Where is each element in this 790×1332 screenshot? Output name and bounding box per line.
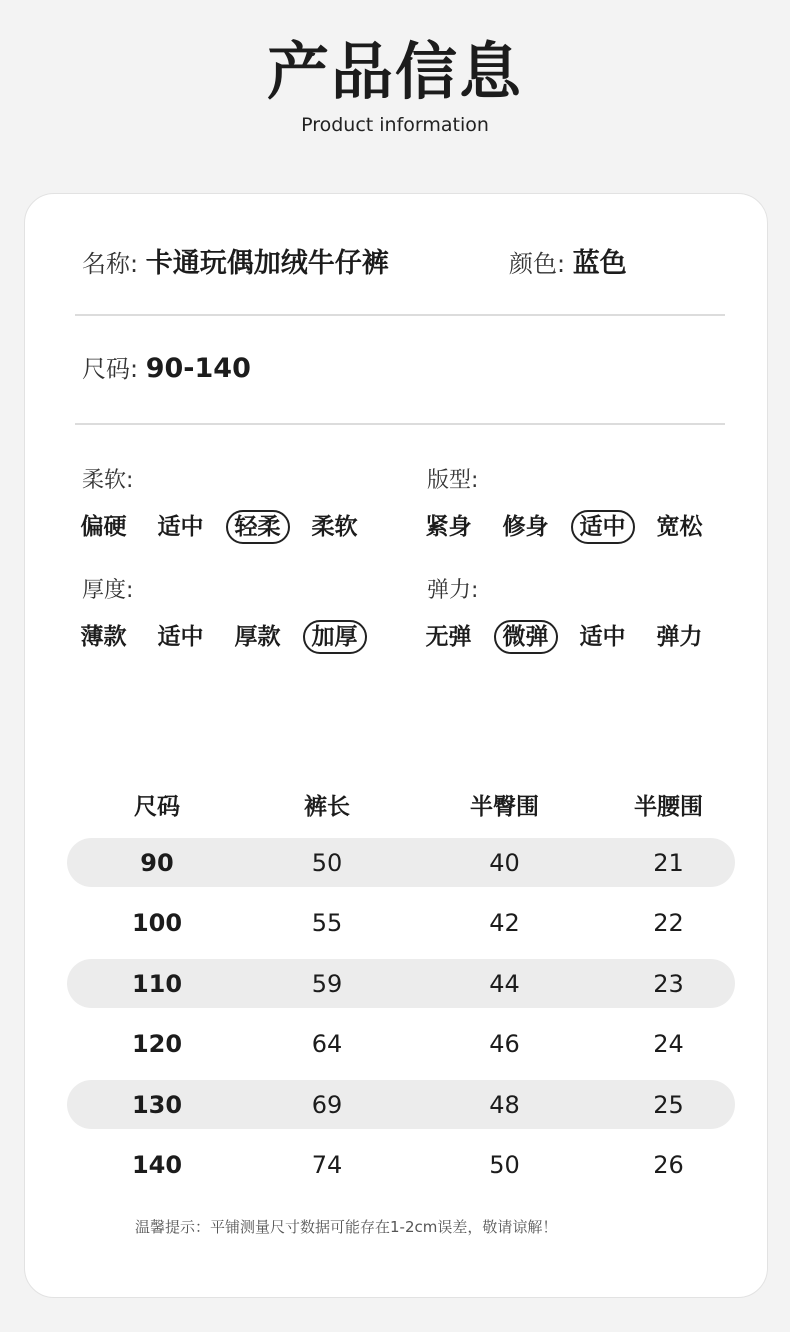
header-waist: 半腰围 (634, 793, 703, 820)
option-text: 薄款 (80, 624, 127, 650)
divider (75, 423, 725, 425)
option-text: 轻柔 (226, 510, 290, 544)
cell-hip: 42 (489, 909, 520, 937)
color-value: 蓝色 (572, 248, 627, 279)
attribute-option (219, 622, 296, 652)
table-row (67, 959, 735, 1008)
table-row (67, 838, 735, 887)
cell-hip: 46 (489, 1030, 520, 1058)
cell-length: 59 (311, 969, 343, 998)
attribute-option (65, 512, 142, 542)
cell-size: 100 (131, 909, 183, 937)
attribute-label: 厚度: (82, 578, 134, 603)
header-length: 裤长 (304, 793, 350, 820)
attribute-option (142, 512, 219, 542)
page-subtitle: Product information (301, 114, 489, 136)
name-label: 名称: (82, 250, 139, 278)
option-text: 无弹 (425, 624, 472, 650)
attribute-options (65, 512, 373, 542)
option-text: 适中 (157, 624, 204, 650)
attribute-option (487, 512, 564, 542)
name-field (82, 248, 389, 280)
option-text: 偏硬 (80, 514, 127, 540)
cell-length: 50 (311, 848, 343, 877)
header-hip: 半臀围 (470, 793, 539, 820)
cell-waist: 22 (653, 909, 684, 937)
option-text: 厚款 (234, 624, 281, 650)
attribute-option-selected (296, 622, 373, 652)
option-text: 柔软 (311, 514, 358, 540)
attribute-label: 柔软: (82, 468, 134, 493)
option-text: 适中 (571, 510, 635, 544)
cell-length: 55 (311, 909, 343, 937)
size-table (67, 782, 735, 1201)
attribute-option (65, 622, 142, 652)
option-text: 修身 (502, 514, 549, 540)
cell-length: 74 (311, 1151, 343, 1179)
size-value: 90-140 (145, 353, 251, 384)
color-label: 颜色: (509, 250, 566, 278)
attribute-option (641, 622, 718, 652)
product-info-card (24, 193, 768, 1298)
cell-size: 130 (131, 1090, 183, 1119)
measurement-note: 温馨提示：平铺测量尺寸数据可能存在1-2cm误差，敬请谅解！ (135, 1218, 558, 1236)
cell-size: 140 (131, 1151, 183, 1179)
cell-waist: 25 (653, 1090, 684, 1119)
cell-waist: 21 (653, 848, 684, 877)
attribute-option (410, 622, 487, 652)
cell-hip: 44 (489, 969, 520, 998)
cell-hip: 48 (489, 1090, 520, 1119)
option-text: 微弹 (494, 620, 558, 654)
option-text: 加厚 (303, 620, 367, 654)
attribute-option (142, 622, 219, 652)
table-row (67, 1141, 735, 1190)
table-row (67, 1020, 735, 1069)
header-size: 尺码 (134, 793, 180, 820)
table-row (67, 1080, 735, 1129)
cell-size: 120 (131, 1030, 183, 1058)
cell-hip: 50 (489, 1151, 520, 1179)
option-text: 弹力 (656, 624, 703, 650)
cell-hip: 40 (489, 848, 520, 877)
cell-size: 110 (131, 969, 183, 998)
attribute-options (410, 622, 718, 652)
table-body (67, 838, 735, 1190)
attribute-option (564, 622, 641, 652)
cell-waist: 23 (653, 969, 684, 998)
cell-waist: 26 (653, 1151, 684, 1179)
color-field (509, 248, 627, 280)
attribute-option (410, 512, 487, 542)
size-label: 尺码: (82, 355, 139, 383)
attribute-option (641, 512, 718, 542)
option-text: 紧身 (425, 514, 472, 540)
cell-length: 69 (311, 1090, 343, 1119)
divider (75, 314, 725, 316)
name-value: 卡通玩偶加绒牛仔裤 (145, 248, 389, 279)
attribute-label: 版型: (427, 468, 479, 493)
size-field (82, 353, 251, 385)
option-text: 适中 (157, 514, 204, 540)
attribute-option-selected (487, 622, 564, 652)
attribute-options (65, 622, 373, 652)
option-text: 宽松 (656, 514, 703, 540)
table-row (67, 899, 735, 948)
cell-size: 90 (140, 848, 174, 877)
table-header (67, 782, 735, 826)
attribute-option-selected (564, 512, 641, 542)
attribute-option (296, 512, 373, 542)
attribute-option-selected (219, 512, 296, 542)
option-text: 适中 (579, 624, 626, 650)
cell-length: 64 (311, 1030, 343, 1058)
attribute-label: 弹力: (427, 578, 479, 603)
cell-waist: 24 (653, 1030, 684, 1058)
attribute-options (410, 512, 718, 542)
page-title: 产品信息 (266, 35, 523, 108)
